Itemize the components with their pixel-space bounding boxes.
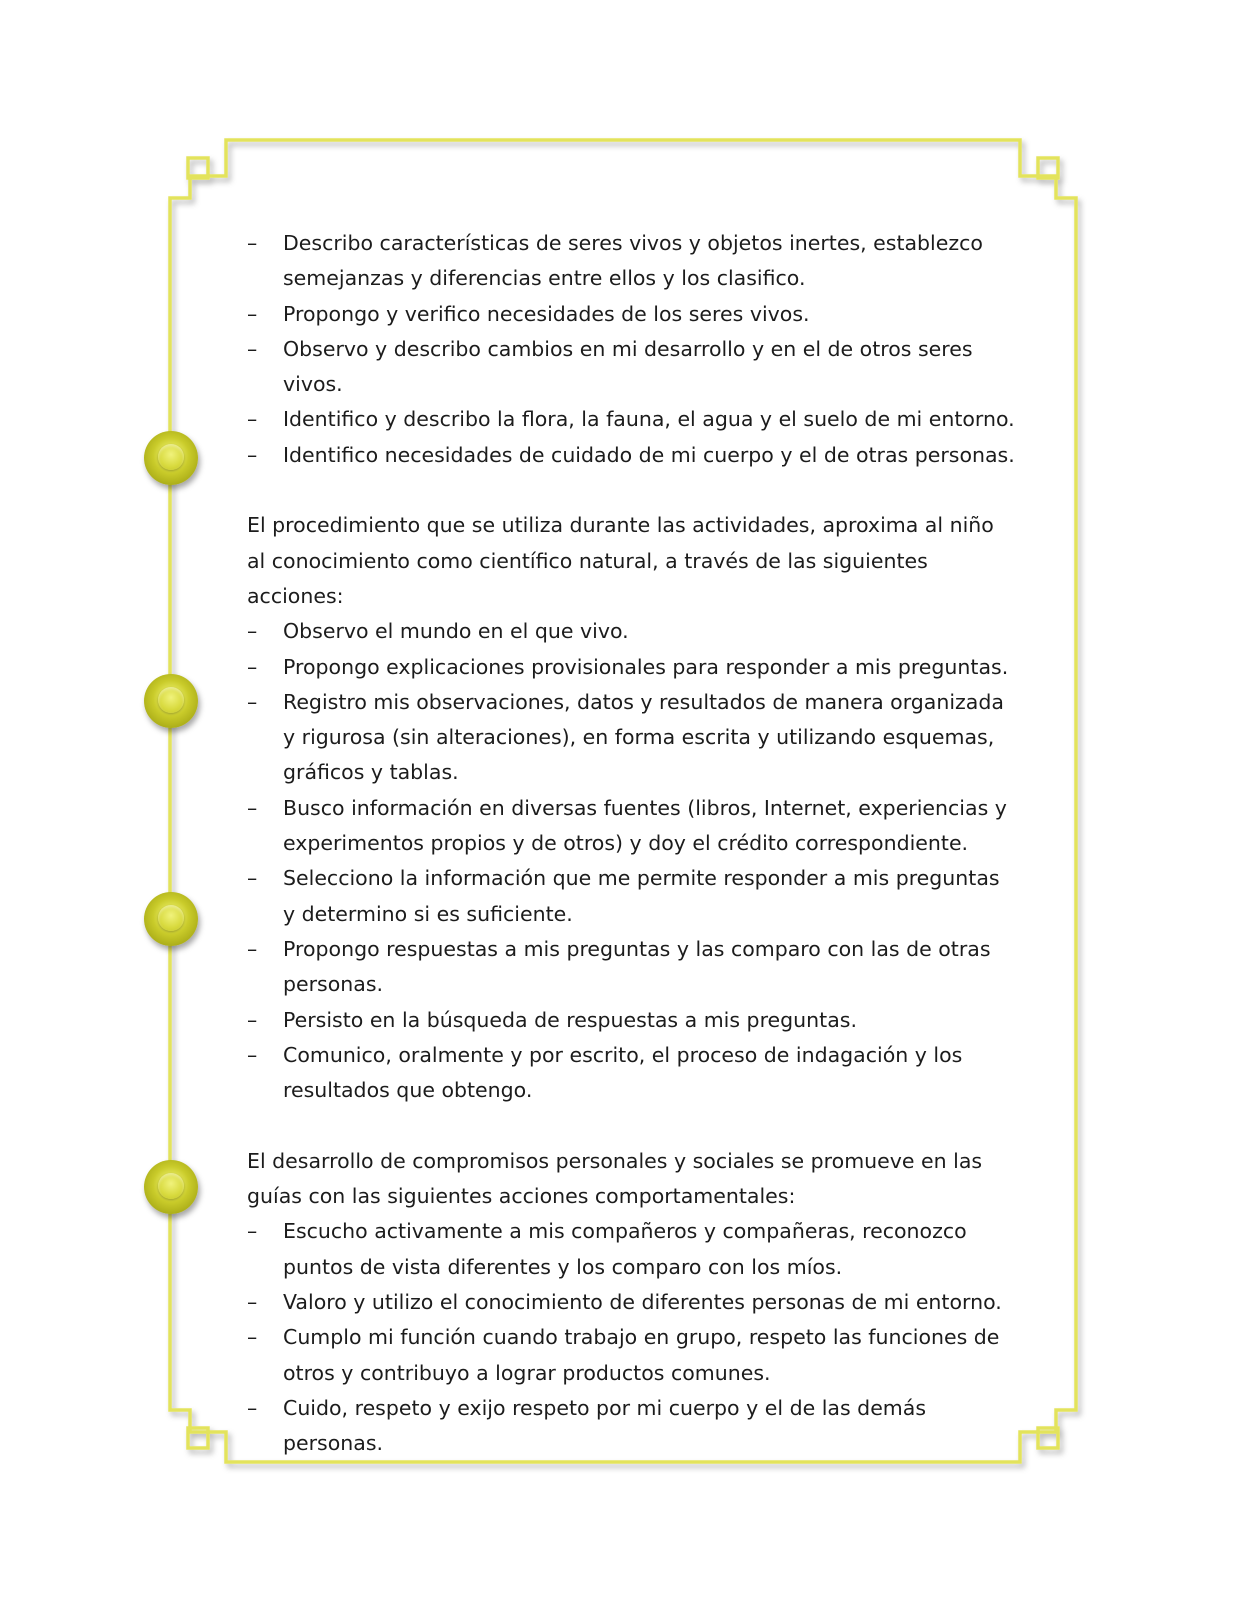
dash-marker: – <box>247 1219 258 1244</box>
dash-marker: – <box>247 1325 258 1350</box>
list-item: – Registro mis observaciones, datos y resultados de manera organizada y rigurosa (sin alteraciones), en forma escrita y utilizando esquemas, gráficos y tablas. <box>247 685 1017 791</box>
binder-ring-1 <box>144 431 198 485</box>
dash-marker: – <box>247 1289 258 1314</box>
list-item: – Cumplo mi función cuando trabajo en grupo, respeto las funciones de otros y contribuyo a lograr productos comunes. <box>247 1320 1017 1391</box>
dash-marker: – <box>247 866 258 891</box>
dash-marker: – <box>247 231 258 255</box>
list-item: – Valoro y utilizo el conocimiento de diferentes personas de mi entorno. <box>247 1285 1017 1320</box>
section-1-list <box>247 226 1017 473</box>
list-item: – Identifico necesidades de cuidado de mi cuerpo y el de otras personas. <box>247 438 1017 473</box>
dash-marker: – <box>247 619 258 644</box>
dash-marker: – <box>247 1007 258 1032</box>
list-item: – Propongo y verifico necesidades de los seres vivos. <box>247 297 1017 332</box>
list-item: – Persisto en la búsqueda de respuestas a mis preguntas. <box>247 1003 1017 1038</box>
list-item: – Busco información en diversas fuentes (libros, Internet, experiencias y experimentos propios y de otros) y doy el crédito correspondiente. <box>247 791 1017 862</box>
list-item: – Identifico y describo la flora, la fauna, el agua y el suelo de mi entorno. <box>247 402 1017 437</box>
binder-ring-3 <box>144 892 198 946</box>
section-3-intro: El desarrollo de compromisos personales y sociales se promueve en las guías con las siguientes acciones comportamentales: <box>247 1148 983 1209</box>
section-2-intro: El procedimiento que se utiliza durante las actividades, aproxima al niño al conocimiento como científico natural, a través de las siguientes acciones: <box>247 513 994 608</box>
dash-marker: – <box>247 689 258 714</box>
dash-marker: – <box>247 407 258 432</box>
list-item: – Propongo respuestas a mis preguntas y las comparo con las de otras personas. <box>247 932 1017 1003</box>
dash-marker: – <box>247 795 258 820</box>
dash-marker: – <box>247 301 258 326</box>
section-3-list <box>247 1214 1017 1461</box>
list-item: – Comunico, oralmente y por escrito, el proceso de indagación y los resultados que obtengo. <box>247 1038 1017 1109</box>
list-item: – Escucho activamente a mis compañeros y compañeras, reconozco puntos de vista diferentes y los comparo con los míos. <box>247 1214 1017 1285</box>
dash-marker: – <box>247 1042 258 1067</box>
list-item: – Cuido, respeto y exijo respeto por mi cuerpo y el de las demás personas. <box>247 1391 1017 1462</box>
page-content <box>247 226 1017 1461</box>
dash-marker: – <box>247 442 258 467</box>
list-item: – Describo características de seres vivos y objetos inertes, establezco semejanzas y diferencias entre ellos y los clasifico. <box>247 226 1017 297</box>
list-item: – Selecciono la información que me permite responder a mis preguntas y determino si es suficiente. <box>247 861 1017 932</box>
list-item: – Observo y describo cambios en mi desarrollo y en el de otros seres vivos. <box>247 332 1017 403</box>
section-2-list <box>247 614 1017 1108</box>
list-item: – Observo el mundo en el que vivo. <box>247 614 1017 649</box>
dash-marker: – <box>247 1395 258 1420</box>
dash-marker: – <box>247 654 258 679</box>
binder-ring-2 <box>144 674 198 728</box>
dash-marker: – <box>247 336 258 361</box>
dash-marker: – <box>247 936 258 961</box>
binder-ring-4 <box>144 1160 198 1214</box>
list-item: – Propongo explicaciones provisionales para responder a mis preguntas. <box>247 650 1017 685</box>
